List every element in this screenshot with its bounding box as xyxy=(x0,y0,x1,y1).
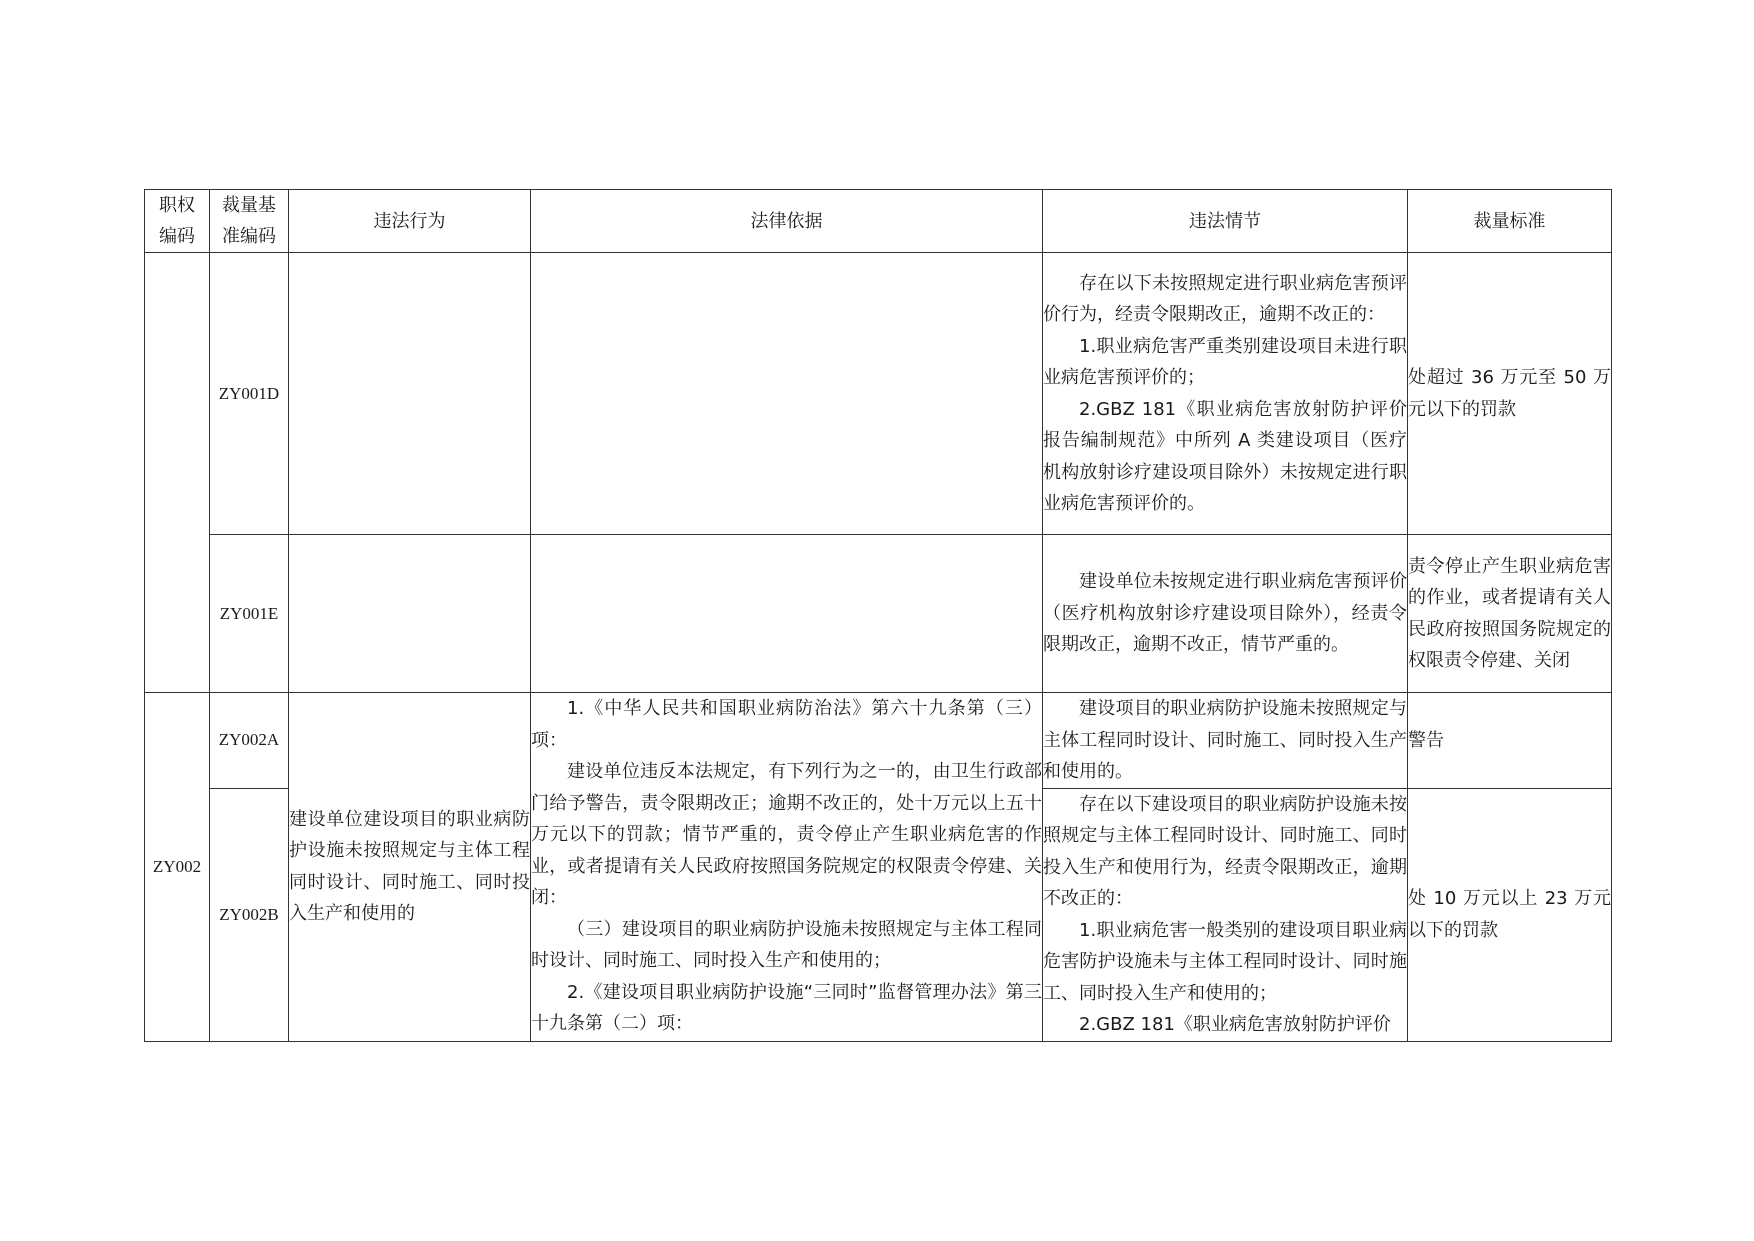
table-row xyxy=(145,253,1612,535)
standard-cell xyxy=(1408,693,1612,789)
benchmark-code: ZY001D xyxy=(210,253,289,535)
standard-text: 责令停止产生职业病危害的作业，或者提请有关人民政府按照国务院规定的权限责令停建、关闭 xyxy=(1408,555,1611,671)
circumstance-text: 1.职业病危害一般类别的建设项目职业病危害防护设施未与主体工程同时设计、同时施工、同时投入生产和使用的； xyxy=(1043,919,1407,1004)
discretion-standard-table xyxy=(144,189,1612,1042)
header-violation: 违法行为 xyxy=(289,190,531,253)
circumstance-cell xyxy=(1043,253,1408,535)
circumstance-text: 2.GBZ 181《职业病危害放射防护评价 xyxy=(1079,1014,1391,1035)
standard-cell xyxy=(1408,535,1612,693)
benchmark-code: ZY002A xyxy=(210,693,289,789)
circumstance-text: 建设项目的职业病防护设施未按照规定与主体工程同时设计、同时施工、同时投入生产和使用的。 xyxy=(1043,698,1407,782)
legal-basis-cell-empty xyxy=(531,535,1043,693)
violation-text: 建设单位建设项目的职业病防护设施未按照规定与主体工程同时设计、同时施工、同时投入生产和使用的 xyxy=(289,808,530,925)
header-circumstance: 违法情节 xyxy=(1043,190,1408,253)
legal-basis-text: 建设单位违反本法规定，有下列行为之一的，由卫生行政部门给予警告，责令限期改正；逾期不改正的，处十万元以上五十万元以下的罚款；情节严重的，责令停止产生职业病危害的作业，或者提请有关人民政府按照国务院规定的权限责令停建、关闭： xyxy=(531,761,1042,908)
circumstance-cell xyxy=(1043,535,1408,693)
circumstance-text: 建设单位未按规定进行职业病危害预评价（医疗机构放射诊疗建设项目除外），经责令限期改正，逾期不改正，情节严重的。 xyxy=(1043,571,1407,656)
legal-basis-cell-empty xyxy=(531,253,1043,535)
standard-text: 处 10 万元以上 23 万元以下的罚款 xyxy=(1408,888,1611,941)
violation-cell-empty xyxy=(289,253,531,535)
benchmark-code: ZY002B xyxy=(210,788,289,1041)
circumstance-text: 存在以下建设项目的职业病防护设施未按照规定与主体工程同时设计、同时施工、同时投入生产和使用行为，经责令限期改正，逾期不改正的： xyxy=(1043,793,1407,909)
table-row xyxy=(145,693,1612,789)
standard-cell xyxy=(1408,788,1612,1041)
circumstance-cell xyxy=(1043,788,1408,1041)
authority-code-cell-empty xyxy=(145,253,210,693)
circumstance-text: 1.职业病危害严重类别建设项目未进行职业病危害预评价的； xyxy=(1043,335,1407,388)
legal-basis-text: 2.《建设项目职业病防护设施“三同时”监督管理办法》第三十九条第（二）项： xyxy=(531,981,1042,1034)
circumstance-text: 2.GBZ 181《职业病危害放射防护评价报告编制规范》中所列 A 类建设项目（医疗机构放射诊疗建设项目除外）未按规定进行职业病危害预评价的。 xyxy=(1043,398,1407,514)
legal-basis-cell xyxy=(531,693,1043,1042)
header-authority-code: 职权 编码 xyxy=(145,190,210,253)
header-standard: 裁量标准 xyxy=(1408,190,1612,253)
legal-basis-text: （三）建设项目的职业病防护设施未按照规定与主体工程同时设计、同时施工、同时投入生产和使用的； xyxy=(531,918,1042,971)
circumstance-text: 存在以下未按照规定进行职业病危害预评价行为，经责令限期改正，逾期不改正的： xyxy=(1043,272,1407,325)
header-legal-basis: 法律依据 xyxy=(531,190,1043,253)
header-row xyxy=(145,190,1612,253)
standard-text: 处超过 36 万元至 50 万元以下的罚款 xyxy=(1408,367,1611,420)
benchmark-code: ZY001E xyxy=(210,535,289,693)
legal-basis-text: 1.《中华人民共和国职业病防治法》第六十九条第（三）项： xyxy=(531,698,1042,751)
violation-cell-empty xyxy=(289,535,531,693)
authority-code: ZY002 xyxy=(145,693,210,1042)
standard-cell xyxy=(1408,253,1612,535)
violation-cell xyxy=(289,693,531,1042)
table-row xyxy=(145,535,1612,693)
circumstance-cell xyxy=(1043,693,1408,789)
header-benchmark-code: 裁量基 准编码 xyxy=(210,190,289,253)
standard-text: 警告 xyxy=(1408,729,1444,751)
